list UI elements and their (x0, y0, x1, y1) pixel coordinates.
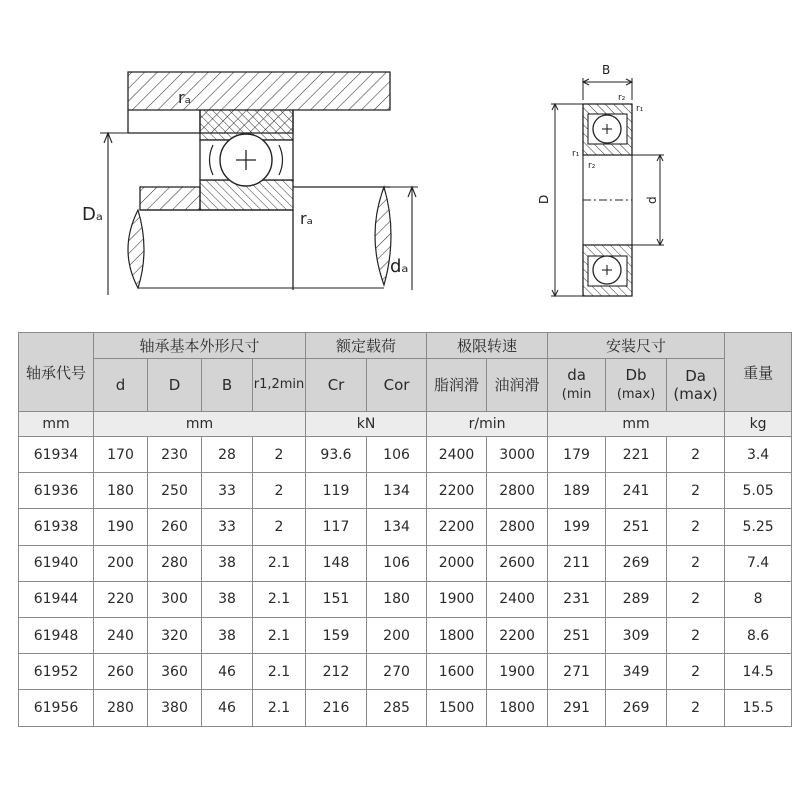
unit-mount: mm (548, 412, 725, 437)
table-cell: 7.4 (725, 545, 792, 581)
label-da: dₐ (390, 256, 409, 277)
table-cell: 14.5 (725, 654, 792, 690)
table-cell: 28 (202, 437, 253, 473)
table-cell: 1600 (427, 654, 487, 690)
table-cell: 33 (202, 509, 253, 545)
table-cell: 151 (306, 581, 367, 617)
table-cell: 2.1 (253, 581, 306, 617)
table-cell: 33 (202, 473, 253, 509)
table-cell: 200 (367, 617, 427, 653)
table-cell: 216 (306, 690, 367, 726)
unit-weight: kg (725, 412, 792, 437)
header-weight: 重量 (725, 333, 792, 412)
table-row (19, 509, 792, 545)
table-cell: 159 (306, 617, 367, 653)
table-cell: 3000 (487, 437, 548, 473)
table-cell: 309 (606, 617, 667, 653)
table-row (19, 654, 792, 690)
table-cell: 61938 (19, 509, 94, 545)
table-cell: 189 (548, 473, 606, 509)
unit-load: kN (306, 412, 427, 437)
table-cell: 106 (367, 437, 427, 473)
table-cell: 2400 (487, 581, 548, 617)
table-cell: 119 (306, 473, 367, 509)
table-cell: 38 (202, 545, 253, 581)
header-Da-sub: (max) (673, 385, 718, 403)
table-cell: 170 (94, 437, 148, 473)
table-cell: 2400 (427, 437, 487, 473)
table-cell: 200 (94, 545, 148, 581)
header-d: d (94, 359, 148, 412)
label-r1-top: r₁ (636, 104, 644, 114)
table-cell: 2 (667, 437, 725, 473)
header-Db-label: Db (625, 366, 647, 384)
table-cell: 2 (253, 437, 306, 473)
table-cell: 46 (202, 690, 253, 726)
table-cell: 15.5 (725, 690, 792, 726)
label-r1-side-a: r₁ (572, 149, 580, 159)
table-row (19, 545, 792, 581)
table-cell: 2800 (487, 473, 548, 509)
header-oil: 油润滑 (487, 359, 548, 412)
table-cell: 2200 (487, 617, 548, 653)
label-Da: Dₐ (82, 204, 103, 225)
table-cell: 46 (202, 654, 253, 690)
table-cell: 2800 (487, 509, 548, 545)
header-da-sub: (min (561, 387, 592, 402)
table-cell: 349 (606, 654, 667, 690)
cross-section-diagram (537, 63, 664, 296)
header-da-label: da (567, 366, 586, 384)
table-cell: 260 (94, 654, 148, 690)
bearing-spec-table (18, 332, 792, 727)
table-cell: 2 (667, 690, 725, 726)
header-Da-label: Da (685, 367, 706, 385)
table-cell: 61934 (19, 437, 94, 473)
table-cell: 2.1 (253, 654, 306, 690)
label-D: D (537, 194, 551, 204)
table-cell: 134 (367, 509, 427, 545)
table-cell: 2 (667, 509, 725, 545)
table-cell: 3.4 (725, 437, 792, 473)
table-cell: 5.05 (725, 473, 792, 509)
label-r2-top: r₂ (618, 93, 626, 103)
label-r2-side: r₂ (588, 161, 596, 171)
label-d: d (645, 196, 659, 204)
table-cell: 280 (94, 690, 148, 726)
table-cell: 106 (367, 545, 427, 581)
header-grease: 脂润滑 (427, 359, 487, 412)
header-Db-sub: (max) (616, 387, 656, 402)
table-cell: 134 (367, 473, 427, 509)
table-cell: 1900 (427, 581, 487, 617)
table-cell: 280 (148, 545, 202, 581)
table-cell: 211 (548, 545, 606, 581)
table-cell: 291 (548, 690, 606, 726)
mounting-diagram (82, 72, 418, 295)
header-mount-group: 安装尺寸 (548, 333, 725, 359)
table-cell: 2 (667, 545, 725, 581)
table-cell: 2.1 (253, 617, 306, 653)
table-cell: 8.6 (725, 617, 792, 653)
table-cell: 180 (94, 473, 148, 509)
table-cell: 2 (667, 654, 725, 690)
table-cell: 38 (202, 617, 253, 653)
table-cell: 250 (148, 473, 202, 509)
header-speed-group: 极限转速 (427, 333, 548, 359)
table-cell: 61940 (19, 545, 94, 581)
table-cell: 251 (606, 509, 667, 545)
table-cell: 199 (548, 509, 606, 545)
header-r: r1,2min (253, 359, 306, 412)
table-cell: 2 (667, 617, 725, 653)
bearing-diagrams (0, 0, 800, 330)
table-cell: 1800 (487, 690, 548, 726)
table-row (19, 617, 792, 653)
table-cell: 271 (548, 654, 606, 690)
header-dims-group: 轴承基本外形尺寸 (94, 333, 306, 359)
table-cell: 240 (94, 617, 148, 653)
header-code: 轴承代号 (19, 333, 94, 412)
table-body (19, 437, 792, 727)
table-cell: 2200 (427, 473, 487, 509)
header-D: D (148, 359, 202, 412)
table-cell: 2000 (427, 545, 487, 581)
table-cell: 2 (253, 509, 306, 545)
table-cell: 2200 (427, 509, 487, 545)
table-cell: 8 (725, 581, 792, 617)
table-cell: 38 (202, 581, 253, 617)
table-cell: 360 (148, 654, 202, 690)
label-ra-side: rₐ (300, 209, 313, 228)
table-cell: 269 (606, 690, 667, 726)
table-cell: 5.25 (725, 509, 792, 545)
label-ra-top: rₐ (178, 88, 191, 107)
table-cell: 190 (94, 509, 148, 545)
table-cell: 148 (306, 545, 367, 581)
table-cell: 230 (148, 437, 202, 473)
table-row (19, 473, 792, 509)
table-row (19, 581, 792, 617)
unit-code: mm (19, 412, 94, 437)
header-Db (606, 359, 667, 412)
table-cell: 1500 (427, 690, 487, 726)
table-cell: 221 (606, 437, 667, 473)
table-cell: 1900 (487, 654, 548, 690)
table-cell: 285 (367, 690, 427, 726)
table-cell: 179 (548, 437, 606, 473)
unit-speed: r/min (427, 412, 548, 437)
table-cell: 220 (94, 581, 148, 617)
table-cell: 180 (367, 581, 427, 617)
table-cell: 61948 (19, 617, 94, 653)
table-cell: 270 (367, 654, 427, 690)
table-cell: 241 (606, 473, 667, 509)
table-cell: 231 (548, 581, 606, 617)
header-Da (667, 359, 725, 412)
header-da (548, 359, 606, 412)
table-row (19, 437, 792, 473)
header-load-group: 额定载荷 (306, 333, 427, 359)
table-cell: 2.1 (253, 545, 306, 581)
table-cell: 117 (306, 509, 367, 545)
unit-dims: mm (94, 412, 306, 437)
table-cell: 320 (148, 617, 202, 653)
table-cell: 93.6 (306, 437, 367, 473)
table-cell: 1800 (427, 617, 487, 653)
table-cell: 260 (148, 509, 202, 545)
table-cell: 61956 (19, 690, 94, 726)
table-cell: 289 (606, 581, 667, 617)
table-cell: 251 (548, 617, 606, 653)
table-cell: 61944 (19, 581, 94, 617)
table-cell: 2 (667, 581, 725, 617)
label-B: B (602, 63, 611, 77)
table-cell: 269 (606, 545, 667, 581)
header-Cor: Cor (367, 359, 427, 412)
table-cell: 2600 (487, 545, 548, 581)
table-cell: 2 (253, 473, 306, 509)
table-cell: 300 (148, 581, 202, 617)
table-cell: 2.1 (253, 690, 306, 726)
header-Cr: Cr (306, 359, 367, 412)
table-cell: 212 (306, 654, 367, 690)
header-B: B (202, 359, 253, 412)
table-row (19, 690, 792, 726)
table-cell: 380 (148, 690, 202, 726)
table-cell: 61952 (19, 654, 94, 690)
table-cell: 61936 (19, 473, 94, 509)
table-cell: 2 (667, 473, 725, 509)
